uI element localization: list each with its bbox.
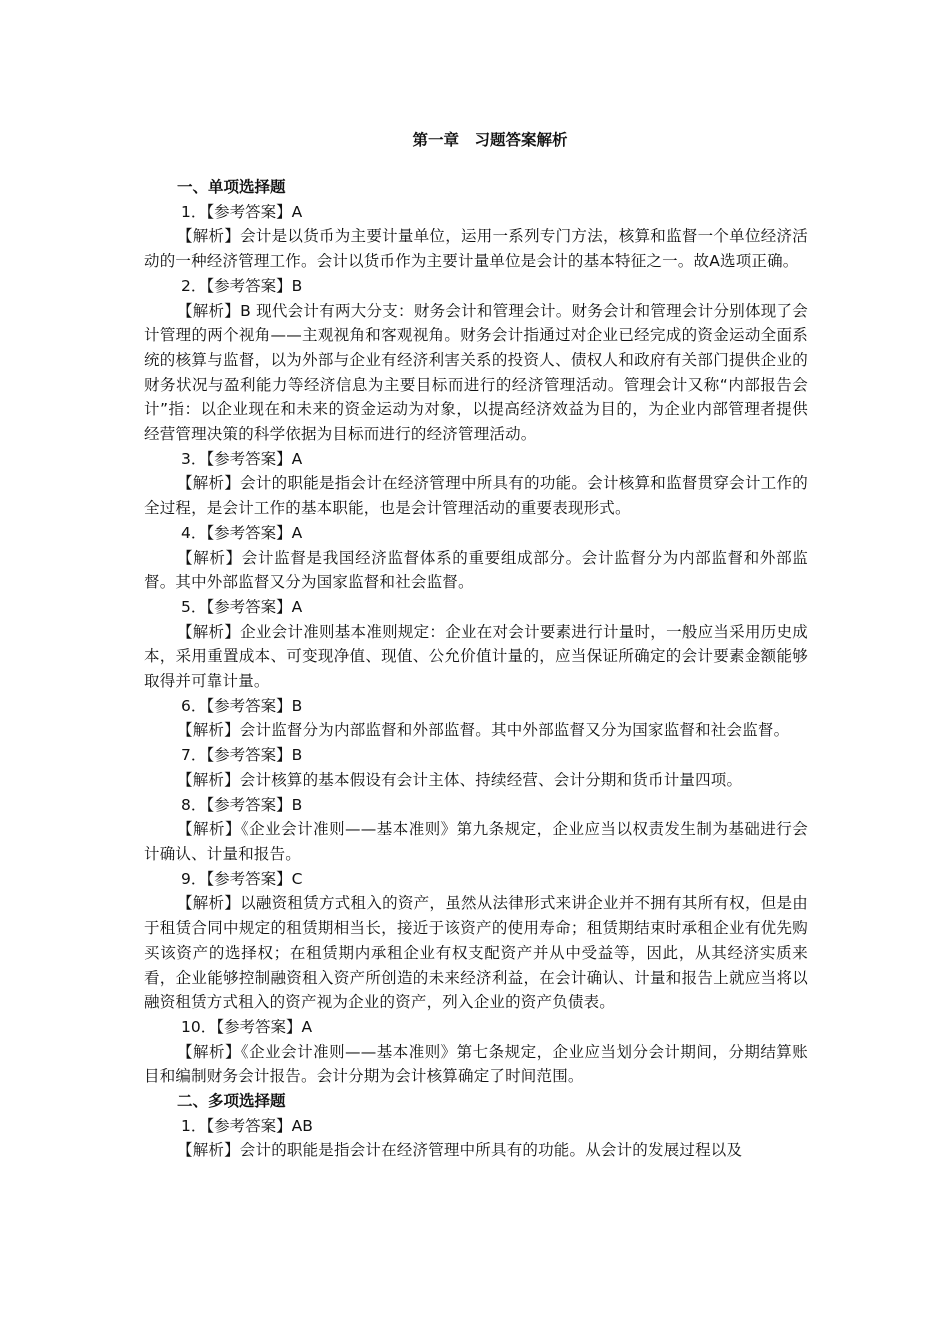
answer-line: 1．【参考答案】AB (181, 1116, 313, 1135)
explanation-paragraph: 【解析】会计的职能是指会计在经济管理中所具有的功能。会计核算和监督贯穿会计工作的全过程，是会计工作的基本职能，也是会计管理活动的重要表现形式。 (144, 474, 808, 518)
answer-line: 2．【参考答案】B (181, 276, 303, 295)
answer-line: 1．【参考答案】A (181, 202, 303, 221)
explanation-paragraph: 【解析】企业会计准则基本准则规定：企业在对会计要素进行计量时，一般应当采用历史成本，采用重置成本、可变现净值、现值、公允价值计量的，应当保证所确定的会计要素金额能够取得并可靠计量。 (144, 622, 808, 691)
answer-line: 10．【参考答案】A (181, 1017, 313, 1036)
answer-line: 8．【参考答案】B (181, 795, 303, 814)
section-heading-multiple-choice: 二、多项选择题 (177, 1092, 286, 1111)
answer-line: 5．【参考答案】A (181, 597, 303, 616)
explanation-paragraph: 【解析】会计是以货币为主要计量单位，运用一系列专门方法，核算和监督一个单位经济活动的一种经济管理工作。会计以货币作为主要计量单位是会计的基本特征之一。故A选项正确。 (144, 227, 808, 271)
explanation-paragraph: 【解析】会计监督分为内部监督和外部监督。其中外部监督又分为国家监督和社会监督。 (177, 721, 790, 740)
answer-line: 4．【参考答案】A (181, 523, 303, 542)
answer-line: 7．【参考答案】B (181, 746, 303, 765)
answer-line: 9．【参考答案】C (181, 869, 303, 888)
explanation-paragraph: 【解析】会计核算的基本假设有会计主体、持续经营、会计分期和货币计量四项。 (177, 770, 743, 789)
explanation-paragraph: 【解析】《企业会计准则——基本准则》第九条规定，企业应当以权责发生制为基础进行会计确认、计量和报告。 (144, 820, 808, 863)
explanation-paragraph: 【解析】以融资租赁方式租入的资产，虽然从法律形式来讲企业并不拥有其所有权，但是由于租赁合同中规定的租赁期相当长，接近于该资产的使用寿命；租赁期结束时承租企业有优先购买该资产的选择权；在租赁期内承租企业有权支配资产并从中受益等，因此，从其经济实质来看，企业能够控制融资租入资产所创造的未来经济利益，在会计确认、计量和报告上就应当将以融资租赁方式租入的资产视为企业的资产，列入企业的资产负债表。 (144, 894, 808, 1012)
explanation-paragraph: 【解析】会计监督是我国经济监督体系的重要组成部分。会计监督分为内部监督和外部监督。其中外部监督又分为国家监督和社会监督。 (144, 548, 808, 592)
document-body (144, 175, 808, 1163)
explanation-paragraph: 【解析】《企业会计准则——基本准则》第七条规定，企业应当划分会计期间，分期结算账目和编制财务会计报告。会计分期为会计核算确定了时间范围。 (144, 1042, 808, 1086)
answer-line: 6．【参考答案】B (181, 696, 303, 715)
explanation-paragraph: 【解析】会计的职能是指会计在经济管理中所具有的功能。从会计的发展过程以及 (177, 1141, 743, 1160)
explanation-paragraph: 【解析】B 现代会计有两大分支：财务会计和管理会计。财务会计和管理会计分别体现了会计管理的两个视角——主观视角和客观视角。财务会计指通过对企业已经完成的资金运动全面系统的核算与监督，以为外部与企业有经济利害关系的投资人、债权人和政府有关部门提供企业的财务状况与盈利能力等经济信息为主要目标而进行的经济管理活动。管理会计又称“内部报告会计”指：以企业现在和未来的资金运动为对象，以提高经济效益为目的，为企业内部管理者提供经营管理决策的科学依据为目标而进行的经济管理活动。 (144, 301, 808, 444)
answer-line: 3．【参考答案】A (181, 449, 303, 468)
page-title: 第一章 习题答案解析 (412, 131, 568, 149)
section-heading-single-choice: 一、单项选择题 (177, 178, 286, 196)
